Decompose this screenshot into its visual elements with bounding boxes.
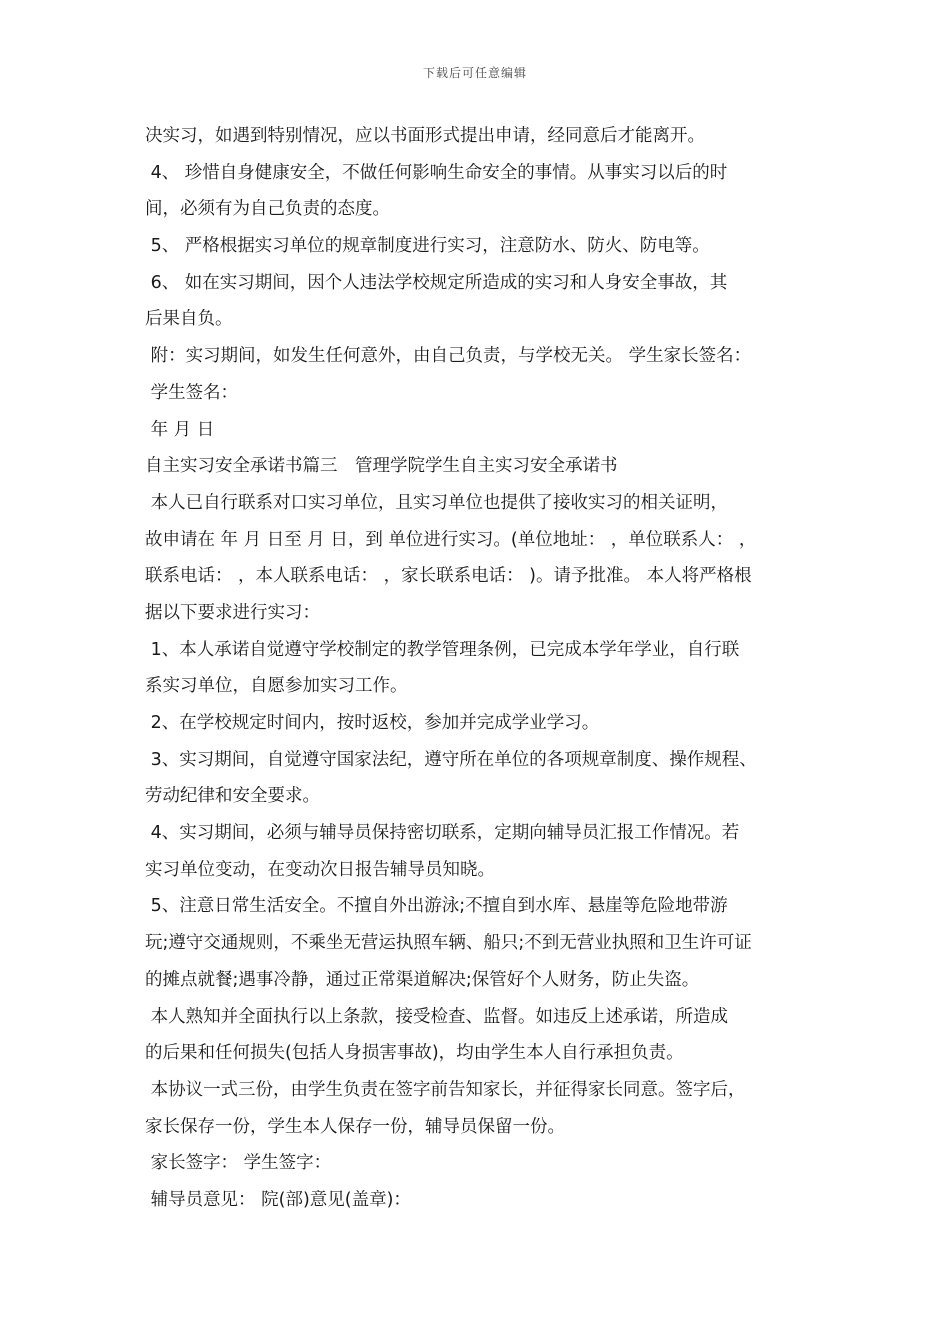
text-line: 本人熟知并全面执行以上条款，接受检查、监督。如违反上述承诺，所造成: [145, 1006, 729, 1027]
text-line: 联系电话： ，本人联系电话： ，家长联系电话： )。请予批准。 本人将严格根: [145, 566, 752, 587]
signature-line: 家长签字： 学生签字：: [145, 1153, 332, 1174]
text-line: 玩;遵守交通规则，不乘坐无营运执照车辆、船只;不到无营业执照和卫生许可证: [145, 933, 752, 954]
text-line: 5、 严格根据实习单位的规章制度进行实习，注意防水、防火、防电等。: [145, 236, 710, 257]
text-line: 系实习单位，自愿参加实习工作。: [145, 676, 408, 697]
page-header: 下载后可任意编辑: [422, 66, 527, 80]
text-line: 家长保存一份，学生本人保存一份，辅导员保留一份。: [145, 1116, 565, 1137]
text-line: 5、注意日常生活安全。不擅自外出游泳;不擅自到水库、悬崖等危险地带游: [145, 896, 728, 917]
text-line: 后果自负。: [145, 309, 233, 330]
text-line: 3、实习期间，自觉遵守国家法纪，遵守所在单位的各项规章制度、操作规程、: [145, 749, 757, 770]
text-line: 年 月 日: [145, 419, 215, 440]
text-line: 劳动纪律和安全要求。: [145, 786, 320, 807]
text-line: 4、 珍惜自身健康安全，不做任何影响生命安全的事情。从事实习以后的时: [145, 162, 728, 183]
text-line: 1、本人承诺自觉遵守学校制定的教学管理条例，已完成本学年学业，自行联: [145, 639, 740, 660]
text-line: 故申请在 年 月 日至 月 日，到 单位进行实习。(单位地址： ，单位联系人： ，: [145, 529, 757, 550]
text-line: 间，必须有为自己负责的态度。: [145, 199, 390, 220]
text-line: 的后果和任何损失(包括人身损害事故)，均由学生本人自行承担负责。: [145, 1043, 684, 1064]
document-body: [145, 118, 810, 1219]
text-line: 学生签名：: [145, 382, 239, 403]
text-line: 实习单位变动，在变动次日报告辅导员知晓。: [145, 859, 495, 880]
text-line: 附：实习期间，如发生任何意外，由自己负责，与学校无关。 学生家长签名：: [145, 346, 752, 367]
text-line: 2、在学校规定时间内，按时返校，参加并完成学业学习。: [145, 713, 600, 733]
text-line: 本协议一式三份，由学生负责在签字前告知家长，并征得家长同意。签字后，: [145, 1079, 746, 1100]
text-line: 本人已自行联系对口实习单位，且实习单位也提供了接收实习的相关证明，: [145, 492, 729, 513]
section-title: 自主实习安全承诺书篇三 管理学院学生自主实习安全承诺书: [145, 456, 618, 477]
text-line: 据以下要求进行实习：: [145, 602, 320, 623]
text-line: 的摊点就餐;遇事冷静，通过正常渠道解决;保管好个人财务，防止失盗。: [145, 969, 700, 990]
text-line: 决实习，如遇到特别情况，应以书面形式提出申请，经同意后才能离开。: [145, 126, 705, 146]
signature-line: 辅导员意见： 院(部)意见(盖章)：: [145, 1189, 411, 1210]
text-line: 6、 如在实习期间，因个人违法学校规定所造成的实习和人身安全事故，其: [145, 272, 728, 293]
text-line: 4、实习期间，必须与辅导员保持密切联系，定期向辅导员汇报工作情况。若: [145, 823, 740, 844]
